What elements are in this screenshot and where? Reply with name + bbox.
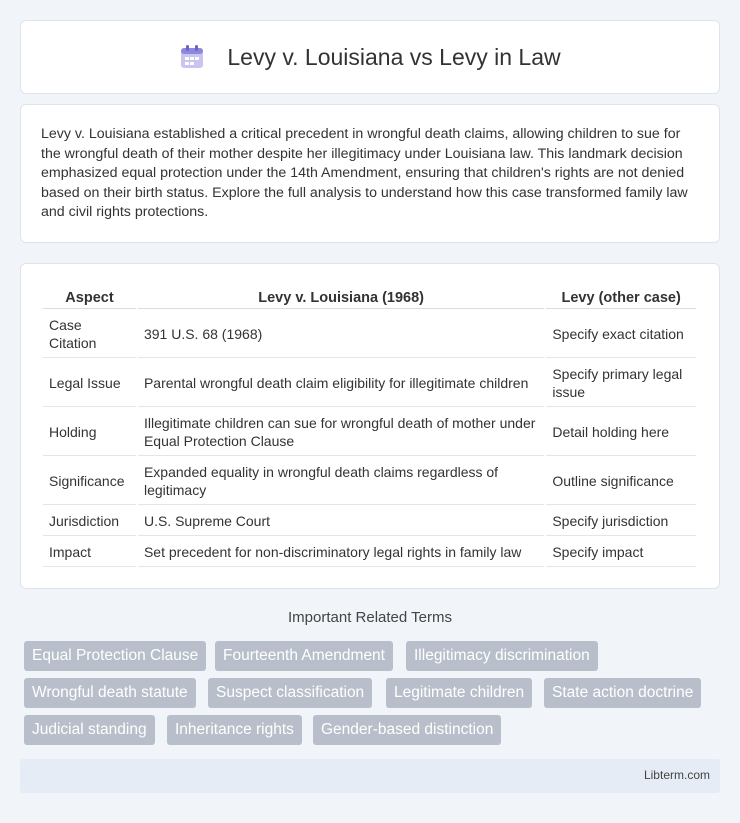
table-cell: Set precedent for non-discriminatory legal rights in family law bbox=[138, 538, 544, 567]
page-title: Levy v. Louisiana vs Levy in Law bbox=[227, 43, 561, 70]
table-cell: Significance bbox=[43, 458, 136, 505]
column-header: Levy (other case) bbox=[546, 286, 696, 309]
footer bbox=[20, 759, 720, 793]
related-term-tag[interactable]: Illegitimacy discrimination bbox=[406, 641, 598, 671]
table-cell: Detail holding here bbox=[546, 409, 696, 456]
header-card bbox=[20, 20, 720, 94]
related-term-tag[interactable]: Judicial standing bbox=[24, 715, 155, 745]
related-term-tag[interactable]: Wrongful death statute bbox=[24, 678, 196, 708]
related-term-tag[interactable]: Fourteenth Amendment bbox=[215, 641, 393, 671]
table-cell: Specify exact citation bbox=[546, 311, 696, 358]
table-cell: Parental wrongful death claim eligibility for illegitimate children bbox=[138, 360, 544, 407]
comparison-table-card bbox=[20, 263, 720, 589]
table-row bbox=[43, 311, 696, 358]
table-cell: Specify primary legal issue bbox=[546, 360, 696, 407]
related-term-tag[interactable]: Equal Protection Clause bbox=[24, 641, 206, 671]
related-term-tag[interactable]: Gender-based distinction bbox=[313, 715, 501, 745]
intro-card bbox=[20, 104, 720, 243]
table-row bbox=[43, 458, 696, 505]
table-cell: Jurisdiction bbox=[43, 507, 136, 536]
column-header: Aspect bbox=[43, 286, 136, 309]
table-cell: Illegitimate children can sue for wrongful death of mother under Equal Protection Clause bbox=[138, 409, 544, 456]
related-term-tag[interactable]: Inheritance rights bbox=[167, 715, 302, 745]
table-cell: Specify impact bbox=[546, 538, 696, 567]
table-cell: Expanded equality in wrongful death claims regardless of legitimacy bbox=[138, 458, 544, 505]
calendar-icon bbox=[179, 44, 205, 70]
table-cell: Outline significance bbox=[546, 458, 696, 505]
related-terms-title: Important Related Terms bbox=[288, 609, 452, 626]
table-cell: U.S. Supreme Court bbox=[138, 507, 544, 536]
table-row bbox=[43, 538, 696, 567]
table-cell: Case Citation bbox=[43, 311, 136, 358]
table-cell: Impact bbox=[43, 538, 136, 567]
related-term-tag[interactable]: State action doctrine bbox=[544, 678, 701, 708]
comparison-table bbox=[41, 284, 698, 569]
table-row bbox=[43, 360, 696, 407]
related-term-tag[interactable]: Legitimate children bbox=[386, 678, 532, 708]
table-row bbox=[43, 507, 696, 536]
table-cell: Specify jurisdiction bbox=[546, 507, 696, 536]
table-row bbox=[43, 409, 696, 456]
footer-site-link[interactable]: Libterm.com bbox=[643, 768, 710, 782]
table-cell: 391 U.S. 68 (1968) bbox=[138, 311, 544, 358]
column-header: Levy v. Louisiana (1968) bbox=[138, 286, 544, 309]
table-cell: Legal Issue bbox=[43, 360, 136, 407]
related-term-tag[interactable]: Suspect classification bbox=[208, 678, 372, 708]
table-cell: Holding bbox=[43, 409, 136, 456]
intro-text: Levy v. Louisiana established a critical precedent in wrongful death claims, allowing children to sue for the wrongful death of their mother despite her illegitimacy under Louisiana law. This landmark decision emphasized equal protection under the 14th Amendment, ensuring that children's rights are not denied based on their birth status. Explore the full analysis to understand how this case transformed family law and civil rights protections. bbox=[41, 126, 688, 221]
